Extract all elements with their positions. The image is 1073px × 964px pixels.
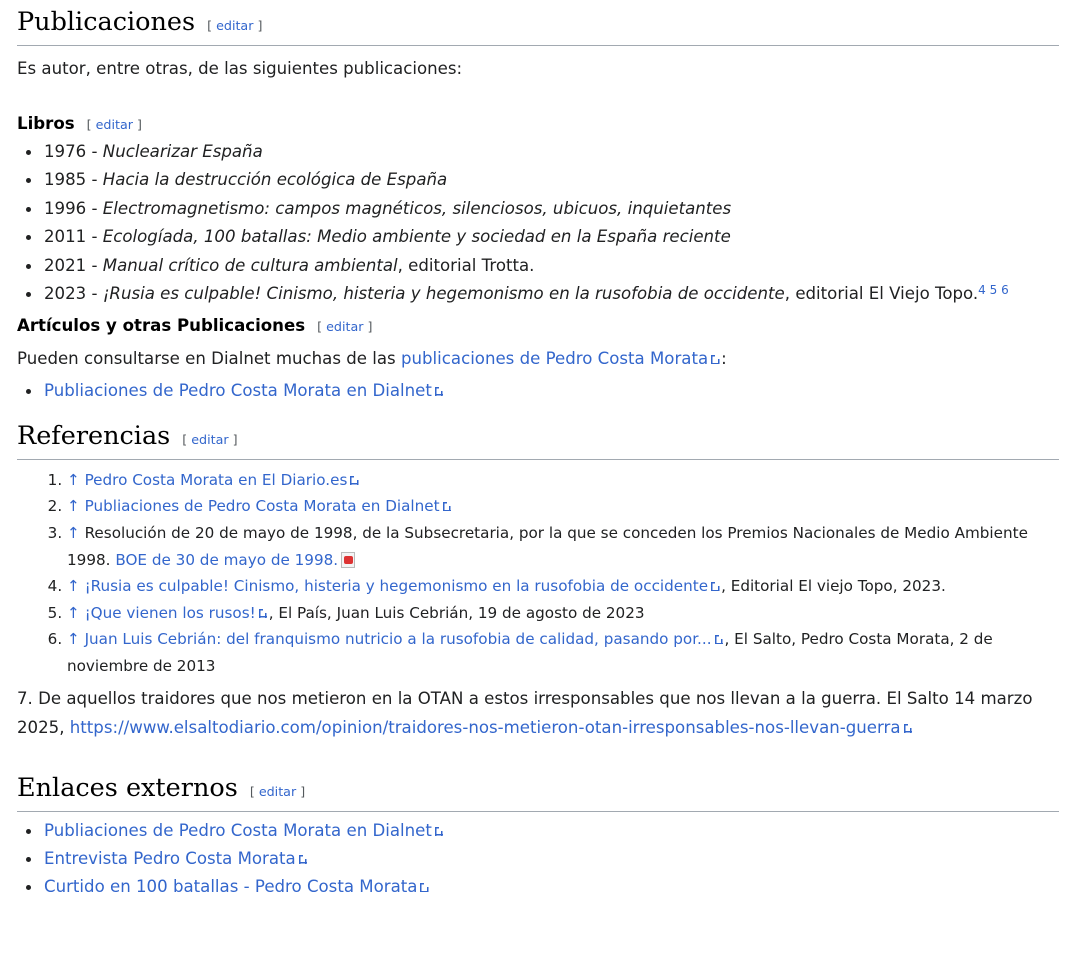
pdf-icon bbox=[341, 552, 355, 568]
edit-section-publicaciones: [ editar ] bbox=[207, 18, 263, 33]
reference-text: , El Salto, Pedro Costa Morata, 2 de noviembre de 2013 bbox=[67, 630, 993, 675]
reference-text: , Editorial El viejo Topo, 2023. bbox=[721, 577, 946, 596]
list-item bbox=[44, 253, 1059, 279]
reference-item bbox=[67, 520, 1059, 573]
articulos-text bbox=[17, 346, 1059, 373]
list-item bbox=[44, 196, 1059, 222]
book-title: Electromagnetismo: campos magnéticos, silenciosos, ubicuos, inquietantes bbox=[102, 198, 732, 218]
edit-section-referencias: [ editar ] bbox=[182, 431, 238, 447]
subsection-heading-libros bbox=[17, 111, 1059, 138]
section-title: Referencias bbox=[17, 420, 171, 451]
book-year: 2021 - bbox=[44, 255, 103, 275]
backlink-arrow[interactable]: ↑ bbox=[67, 630, 80, 649]
articulos-text-before: Pueden consultarse en Dialnet muchas de las bbox=[17, 349, 401, 369]
list-item bbox=[44, 874, 1059, 900]
boe-link[interactable]: BOE de 30 de mayo de 1998. bbox=[115, 550, 339, 569]
edit-link[interactable]: editar bbox=[95, 116, 133, 132]
book-year: 1976 - bbox=[44, 142, 103, 162]
reference-item bbox=[67, 493, 1059, 520]
book-title: Hacia la destrucción ecológica de España bbox=[102, 170, 448, 190]
reference-text: , El País, Juan Luis Cebrián, 19 de agosto de 2023 bbox=[268, 603, 645, 622]
list-item bbox=[44, 281, 1059, 307]
book-year: 2023 - bbox=[44, 283, 103, 303]
section-heading-enlaces bbox=[17, 770, 1059, 812]
publicaciones-intro: Es autor, entre otras, de las siguientes publicaciones: bbox=[17, 58, 463, 78]
reference-link[interactable]: Publiaciones de Pedro Costa Morata en Dialnet bbox=[85, 497, 453, 515]
reference-link[interactable]: Juan Luis Cebrián: del franquismo nutricio a la rusofobia de calidad, pasando por... bbox=[85, 630, 725, 648]
ref-link-4[interactable]: 4 bbox=[978, 282, 986, 297]
ref-link-5[interactable]: 5 bbox=[989, 282, 998, 297]
list-item bbox=[44, 818, 1059, 844]
book-title: ¡Rusia es culpable! Cinismo, histeria y hegemonismo en la rusofobia de occidente bbox=[102, 283, 785, 303]
reference-extra-text: 7. De aquellos traidores que nos metieron en la OTAN a estos irresponsables que nos llevan a la guerra. El Salto 14 marzo 2025, bbox=[17, 688, 1033, 737]
elsalto-url-link[interactable]: https://www.elsaltodiario.com/opinion/traidores-nos-metieron-otan-irresponsables-nos-llevan-guerra bbox=[70, 718, 914, 737]
external-link[interactable]: Publiaciones de Pedro Costa Morata en Dialnet bbox=[44, 821, 445, 840]
reference-superscripts bbox=[978, 283, 1009, 297]
list-item bbox=[44, 846, 1059, 872]
backlink-arrow[interactable]: ↑ bbox=[67, 523, 80, 542]
subsection-title: Libros bbox=[17, 113, 75, 133]
subsection-heading-articulos bbox=[17, 313, 1059, 340]
list-item bbox=[44, 139, 1059, 165]
reference-link[interactable]: ¡Que vienen los rusos! bbox=[85, 604, 269, 622]
edit-link[interactable]: editar bbox=[326, 318, 364, 334]
list-item bbox=[44, 167, 1059, 193]
dialnet-link[interactable]: Publiaciones de Pedro Costa Morata en Dialnet bbox=[44, 381, 445, 400]
reference-item bbox=[67, 467, 1059, 494]
section-title: Enlaces externos bbox=[17, 772, 238, 803]
section-heading-referencias bbox=[17, 418, 1059, 460]
edit-subsection-libros: [ editar ] bbox=[86, 116, 142, 132]
book-title: Nuclearizar España bbox=[102, 142, 263, 162]
backlink-arrow[interactable]: ↑ bbox=[67, 497, 80, 516]
reference-link[interactable]: Pedro Costa Morata en El Diario.es bbox=[85, 471, 361, 489]
book-title: Manual crítico de cultura ambiental bbox=[102, 255, 398, 275]
reference-link[interactable]: ¡Rusia es culpable! Cinismo, histeria y hegemonismo en la rusofobia de occidente bbox=[85, 577, 722, 595]
edit-subsection-articulos: [ editar ] bbox=[317, 318, 373, 334]
backlink-arrow[interactable]: ↑ bbox=[67, 470, 80, 489]
book-publisher: , editorial Trotta. bbox=[397, 255, 535, 275]
ref-link-6[interactable]: 6 bbox=[1001, 282, 1009, 297]
reference-text: Resolución de 20 de mayo de 1998, de la Subsecretaria, por la que se conceden los Premios Nacionales de Medio Ambiente 1998. bbox=[67, 523, 1028, 569]
section-title: Publicaciones bbox=[17, 7, 196, 37]
dialnet-publications-link[interactable]: publicaciones de Pedro Costa Morata bbox=[401, 349, 721, 368]
references-list bbox=[17, 467, 1059, 680]
edit-section-enlaces: [ editar ] bbox=[249, 783, 306, 799]
external-link[interactable]: Entrevista Pedro Costa Morata bbox=[44, 849, 309, 868]
backlink-arrow[interactable]: ↑ bbox=[67, 603, 80, 622]
backlink-arrow[interactable]: ↑ bbox=[67, 577, 80, 596]
book-title: Ecologíada, 100 batallas: Medio ambiente y sociedad en la España reciente bbox=[102, 227, 731, 247]
book-year: 2011 - bbox=[44, 227, 103, 247]
book-year: 1996 - bbox=[44, 198, 103, 218]
book-publisher: , editorial El Viejo Topo. bbox=[784, 283, 979, 303]
articulos-list bbox=[17, 378, 1059, 404]
book-year: 1985 - bbox=[44, 170, 103, 190]
edit-link[interactable]: editar bbox=[191, 431, 229, 447]
subsection-title: Artículos y otras Publicaciones bbox=[17, 315, 306, 335]
edit-link[interactable]: editar bbox=[258, 783, 297, 799]
external-link[interactable]: Curtido en 100 batallas - Pedro Costa Morata bbox=[44, 877, 430, 896]
list-item bbox=[44, 378, 1059, 404]
reference-extra bbox=[17, 684, 1059, 742]
external-links-list bbox=[17, 818, 1059, 901]
reference-item bbox=[67, 600, 1059, 627]
section-heading-publicaciones bbox=[17, 4, 1059, 46]
edit-link[interactable]: editar bbox=[216, 18, 254, 33]
list-item bbox=[44, 224, 1059, 250]
reference-item bbox=[67, 573, 1059, 600]
libros-list bbox=[17, 139, 1059, 307]
articulos-text-after: : bbox=[721, 349, 727, 369]
reference-item bbox=[67, 626, 1059, 679]
